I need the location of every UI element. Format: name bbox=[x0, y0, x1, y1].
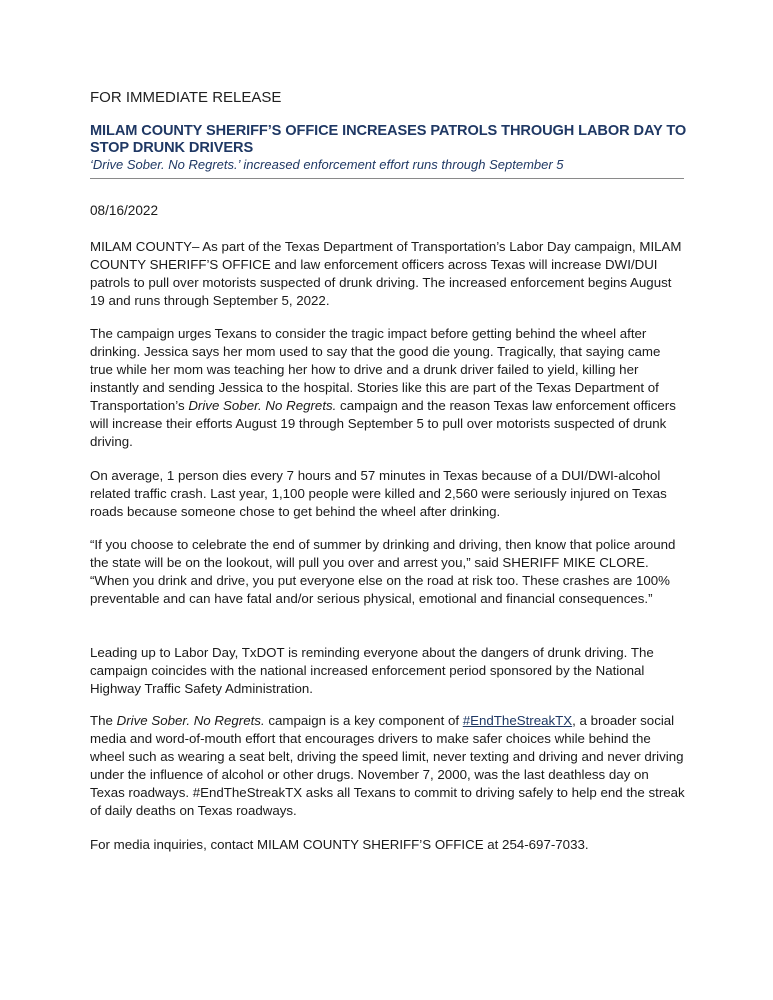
paragraph-streak-text-a: The bbox=[90, 713, 117, 728]
campaign-name-italic-2: Drive Sober. No Regrets. bbox=[116, 713, 265, 728]
headline: MILAM COUNTY SHERIFF’S OFFICE INCREASES PATROLS THROUGH LABOR DAY TO STOP DRUNK DRIVERS bbox=[90, 123, 687, 156]
paragraph-statistics: On average, 1 person dies every 7 hours and 57 minutes in Texas because of a DUI/DWI-alcohol related traffic crash. Last year, 1,100 people were killed and 2,560 were seriously injured on Texas roads because someone chose to get behind the wheel after drinking. bbox=[90, 468, 667, 519]
release-label: FOR IMMEDIATE RELEASE bbox=[90, 89, 282, 106]
paragraph-streak-text-b: campaign is a key component of bbox=[264, 713, 463, 728]
subheadline: ‘Drive Sober. No Regrets.’ increased enforcement effort runs through September 5 bbox=[90, 157, 564, 172]
paragraph-campaign-text-a: The campaign urges Texans to consider the tragic impact before getting behind the wheel after drinking. Jessica says her mom used to say that the good die young. Tragically, that saying came true while her mom was teaching her how to drive and a drunk driver failed to yield, killing her instantly and sending Jessica to the hospital. Stories like this are part of the Texas Department of Transportation’s bbox=[90, 326, 661, 413]
release-date: 08/16/2022 bbox=[90, 203, 159, 218]
paragraph-sheriff-quote: “If you choose to celebrate the end of summer by drinking and driving, then know that police around the state will be on the lookout, will pull you over and arrest you,” said SHERIFF MIKE CLORE. “When you drink and drive, you put everyone else on the road at risk too. These crashes are 100% preventable and can have fatal and/or serious physical, emotional and financial consequences.” bbox=[90, 537, 676, 606]
paragraph-end-the-streak bbox=[90, 712, 686, 820]
end-the-streak-link[interactable]: #EndTheStreakTX bbox=[462, 713, 573, 728]
paragraph-streak-text-c: , a broader social media and word-of-mouth effort that encourages drivers to make safer choices while behind the wheel such as wearing a seat belt, driving the speed limit, never texting and driving and never driving under the influence of alcohol or other drugs. November 7, 2000, was the last deathless day on Texas roadways. #EndTheStreakTX asks all Texans to commit to driving safely to help end the streak of daily deaths on Texas roadways. bbox=[90, 713, 685, 818]
paragraph-campaign-text-b: campaign and the reason Texas law enforcement officers will increase their efforts August 19 through September 5 to pull over motorists suspected of drunk driving. bbox=[90, 398, 676, 449]
divider bbox=[90, 178, 684, 179]
paragraph-media-contact: For media inquiries, contact MILAM COUNTY SHERIFF’S OFFICE at 254-697-7033. bbox=[90, 837, 589, 852]
paragraph-labor-day: Leading up to Labor Day, TxDOT is reminding everyone about the dangers of drunk driving. The campaign coincides with the national increased enforcement period sponsored by the National Highway Traffic Safety Administration. bbox=[90, 645, 654, 696]
paragraph-intro: MILAM COUNTY– As part of the Texas Department of Transportation’s Labor Day campaign, MILAM COUNTY SHERIFF’S OFFICE and law enforcement officers across Texas will increase DWI/DUI patrols to pull over motorists suspected of drunk driving. The increased enforcement begins August 19 and runs through September 5, 2022. bbox=[90, 239, 682, 308]
paragraph-campaign bbox=[90, 325, 686, 451]
campaign-name-italic: Drive Sober. No Regrets. bbox=[188, 398, 337, 413]
